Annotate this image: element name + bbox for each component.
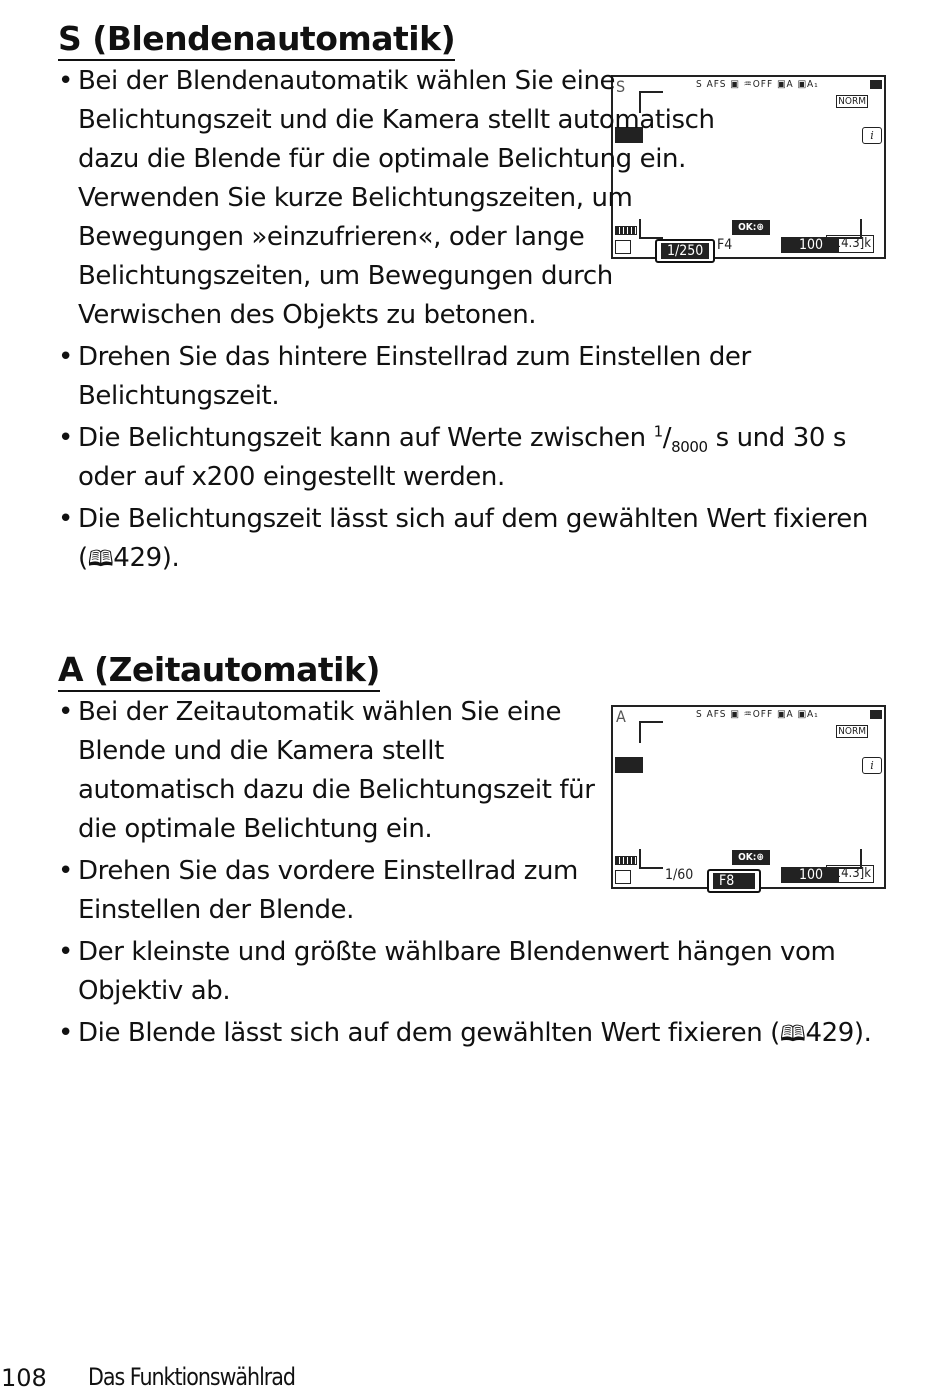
list-item xyxy=(58,852,598,930)
list-item xyxy=(58,62,758,335)
list-item xyxy=(58,338,892,416)
bullet-text: Die Belichtungszeit kann auf Werte zwischen xyxy=(78,423,654,453)
book-icon: 🕮 xyxy=(87,547,114,572)
mode-indicator: A xyxy=(616,707,626,726)
bullet-text: Die Blende lässt sich auf dem gewählten Wert fixieren ( xyxy=(78,1018,780,1048)
remaining-shots: [14.3]k xyxy=(826,865,874,883)
chapter-title: Das Funktionswählrad xyxy=(88,1363,295,1391)
fraction-slash: / xyxy=(662,423,672,453)
bullet-text: Bei der Blendenautomatik wählen Sie eine Belichtungszeit und die Kamera stellt automatisch dazu die Blende für die optimale Belichtung ein. Verwenden Sie kurze Belichtungszeiten, um Bewegungen »einzufrieren«, oder lange Belichtungszeiten, um Bewegungen durch Verwischen des Objekts zu betonen. xyxy=(78,66,715,330)
bullet-text: Drehen Sie das hintere Einstellrad zum Einstellen der Belichtungszeit. xyxy=(78,342,751,411)
heading-shutter-priority: S (Blendenautomatik) xyxy=(58,20,455,61)
ok-focus-badge: OK:⊕ xyxy=(732,850,770,865)
info-icon: i xyxy=(862,757,882,774)
list-item xyxy=(58,933,892,1011)
heading-aperture-priority: A (Zeitautomatik) xyxy=(58,651,380,692)
book-icon: 🕮 xyxy=(779,1022,806,1047)
status-icons: S AFS ▣ ♒OFF ▣A ▣A₁ xyxy=(696,79,819,90)
shutter-speed-value: 1/60 xyxy=(665,867,694,883)
fraction-numerator: 1 xyxy=(653,422,663,441)
section-shutter-priority xyxy=(58,62,892,582)
status-icons: S AFS ▣ ♒OFF ▣A ▣A₁ xyxy=(696,709,819,720)
page-reference-link[interactable]: 429 xyxy=(805,1018,854,1048)
aperture-value: F4 xyxy=(717,237,733,253)
bullet-text: ). xyxy=(161,543,180,573)
section-aperture-priority xyxy=(58,693,892,1057)
mode-indicator: S xyxy=(616,77,626,96)
list-item xyxy=(58,1014,892,1054)
bullet-text: Die Belichtungszeit lässt sich auf dem gewählten Wert fixieren ( xyxy=(78,504,868,573)
fraction-denominator: 8000 xyxy=(671,438,708,457)
shutter-speed-value: 1/250 xyxy=(661,243,709,259)
iso-value: 100 xyxy=(781,867,839,883)
remaining-shots: [14.3]k xyxy=(826,235,874,253)
info-icon: i xyxy=(862,127,882,144)
aperture-value: F8 xyxy=(713,873,755,889)
bullet-text: Drehen Sie das vordere Einstellrad zum Einstellen der Blende. xyxy=(78,856,578,925)
page-reference-link[interactable]: 429 xyxy=(113,543,162,573)
bullet-text: s und 30 s oder auf x200 eingestellt werden. xyxy=(78,423,846,492)
image-quality-badge: NORM xyxy=(838,96,866,107)
bullet-text: Bei der Zeitautomatik wählen Sie eine Blende und die Kamera stellt automatisch dazu die Belichtungszeit für die optimale Belichtung ein. xyxy=(78,697,595,844)
list-item xyxy=(58,693,598,849)
list-item xyxy=(58,419,892,497)
iso-value: 100 xyxy=(781,237,839,253)
ok-focus-badge: OK:⊕ xyxy=(732,220,770,235)
bullet-text: ). xyxy=(853,1018,872,1048)
image-quality-badge: NORM xyxy=(838,726,866,737)
bullet-text: Der kleinste und größte wählbare Blendenwert hängen vom Objektiv ab. xyxy=(78,937,836,1006)
page-number: 108 xyxy=(1,1364,47,1392)
list-item xyxy=(58,500,892,579)
